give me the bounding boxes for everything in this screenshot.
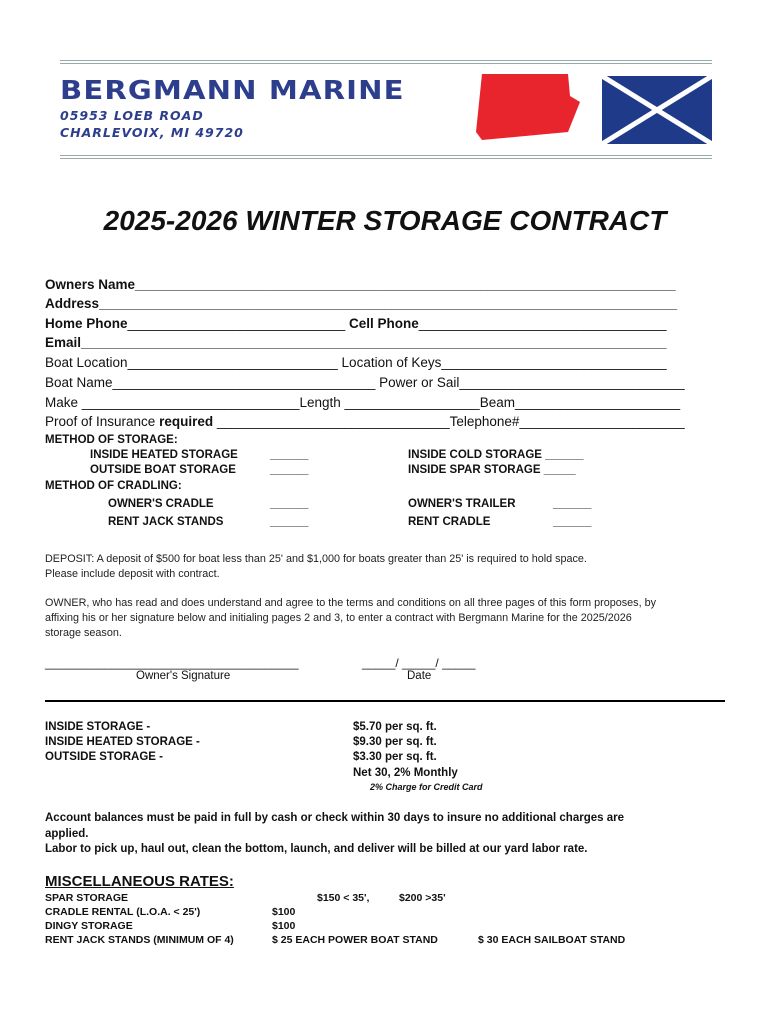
company-name: BERGMANN MARINE [60, 76, 405, 106]
cell-phone-label: Cell Phone [349, 316, 419, 331]
owner-signature-label: Owner's Signature [136, 670, 231, 682]
outside-storage-rate-price: $3.30 per sq. ft. [353, 751, 437, 763]
inside-spar-option[interactable]: INSIDE SPAR STORAGE _____ [408, 464, 576, 476]
rent-jack-stands-label: RENT JACK STANDS (MINIMUM OF 4) [45, 934, 234, 946]
red-pennant-flag-icon [476, 74, 580, 140]
heated-storage-rate-label: INSIDE HEATED STORAGE - [45, 736, 200, 748]
payment-terms: Net 30, 2% Monthly [353, 767, 458, 779]
inside-storage-rate-price: $5.70 per sq. ft. [353, 721, 437, 733]
phone-fields-row[interactable]: Home Phone_____________________________ Cell Phone_________________________________ [45, 316, 667, 331]
outside-storage-rate-label: OUTSIDE STORAGE - [45, 751, 163, 763]
company-address-line2: CHARLEVOIX, MI 49720 [60, 125, 244, 140]
cradle-rental-label: CRADLE RENTAL (L.O.A. < 25') [45, 906, 201, 918]
inside-heated-blank[interactable]: ______ [270, 449, 309, 461]
home-phone-label: Home Phone [45, 316, 128, 331]
cradle-rental-price: $100 [272, 906, 296, 918]
boat-name-fields-row[interactable]: Boat Name___________________________________ Power or Sail______________________________ [45, 375, 685, 390]
make-length-beam-row[interactable]: Make _____________________________Length __________________Beam______________________ [45, 395, 681, 410]
spar-storage-label: SPAR STORAGE [45, 892, 129, 904]
inside-cold-option[interactable]: INSIDE COLD STORAGE ______ [408, 449, 584, 461]
email-field[interactable]: Email______________________________________________________________________________ [45, 335, 667, 350]
date-line[interactable]: _____/ _____/ _____ [362, 656, 476, 670]
company-flags-logo [474, 72, 714, 152]
spar-storage-over: $200 >35' [399, 892, 446, 904]
owners-cradle-blank[interactable]: ______ [270, 498, 309, 510]
deposit-paragraph: DEPOSIT: A deposit of $500 for boat less than 25' and $1,000 for boats greater than 25' is required to hold space. Please include deposit with contract. [45, 553, 587, 580]
section-divider [45, 700, 725, 702]
method-of-storage-label: METHOD OF STORAGE: [45, 434, 178, 446]
outside-boat-blank[interactable]: ______ [270, 464, 309, 476]
outside-boat-option: OUTSIDE BOAT STORAGE [90, 464, 236, 476]
owners-name-field[interactable]: Owners Name________________________________________________________________________ [45, 277, 676, 292]
owners-cradle-option: OWNER'S CRADLE [108, 498, 214, 510]
inside-heated-option: INSIDE HEATED STORAGE [90, 449, 238, 461]
sailboat-stand-price: $ 30 EACH SAILBOAT STAND [478, 934, 626, 946]
address-field[interactable]: Address_____________________________________________________________________________ [45, 296, 678, 311]
misc-rates-heading: MISCELLANEOUS RATES: [45, 873, 234, 890]
rent-cradle-blank[interactable]: ______ [553, 516, 592, 528]
header-rule-top [60, 60, 712, 61]
dingy-storage-label: DINGY STORAGE [45, 920, 133, 932]
heated-storage-rate-price: $9.30 per sq. ft. [353, 736, 437, 748]
rent-cradle-option: RENT CRADLE [408, 516, 491, 528]
company-address-line1: 05953 LOEB ROAD [60, 108, 204, 123]
contract-title: 2025-2026 WINTER STORAGE CONTRACT [103, 205, 667, 236]
header-rule-bottom [60, 155, 712, 156]
insurance-row[interactable]: Proof of Insurance required _______________________________Telephone#______________________ [45, 414, 685, 429]
credit-card-charge: 2% Charge for Credit Card [370, 782, 483, 792]
inside-storage-rate-label: INSIDE STORAGE - [45, 721, 151, 733]
date-label: Date [407, 670, 432, 682]
dingy-storage-price: $100 [272, 920, 296, 932]
location-fields-row[interactable]: Boat Location____________________________ Location of Keys______________________________ [45, 355, 667, 370]
rent-jack-blank[interactable]: ______ [270, 516, 309, 528]
owner-signature-line[interactable]: ______________________________________ [45, 656, 299, 670]
owner-agreement-paragraph: OWNER, who has read and does understand and agree to the terms and conditions on all three pages of this form proposes, by affixing his or her signature below and initialing pages 2 and 3, to enter a contract with Bergmann Marine for the 2025/2026 storage season. [45, 597, 656, 639]
payment-notes: Account balances must be paid in full by cash or check within 30 days to insure no additional charges are applied. Labor to pick up, haul out, clean the bottom, launch, and deliver will be billed at our yard labor rate. [45, 812, 624, 855]
power-boat-stand-price: $ 25 EACH POWER BOAT STAND [272, 934, 438, 946]
rent-jack-option: RENT JACK STANDS [108, 516, 224, 528]
method-of-cradling-label: METHOD OF CRADLING: [45, 480, 182, 492]
owners-trailer-option: OWNER'S TRAILER [408, 498, 516, 510]
header-rule-bottom-2 [60, 158, 712, 159]
owners-trailer-blank[interactable]: ______ [553, 498, 592, 510]
spar-storage-under: $150 < 35', [317, 892, 370, 904]
header-rule-top-2 [60, 63, 712, 64]
